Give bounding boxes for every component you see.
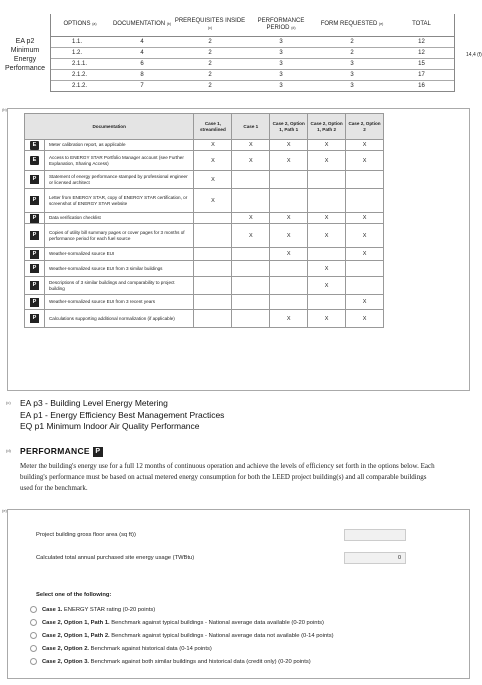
matrix-cell-case2-opt1-path1: [270, 261, 308, 277]
documentation-matrix-section: [2, 107, 470, 391]
matrix-cell-case1: [232, 171, 270, 189]
matrix-row-documentation: Weather-normalized source EUI from 3 similar buildings: [44, 261, 193, 277]
matrix-cell-case2-opt1-path1: X: [270, 213, 308, 224]
matrix-cell-case2-opt1-path2: X: [308, 224, 346, 248]
matrix-row-documentation: Letter from ENERGY STAR, copy of ENERGY STAR certification, or screenshot of ENERGY STAR website: [44, 189, 193, 213]
select-option-title: Select one of the following:: [36, 592, 112, 598]
performance-badge: P: [93, 447, 103, 457]
matrix-cell-case2-opt1-path2: X: [308, 310, 346, 328]
summary-cell-documentation: 7: [110, 81, 174, 92]
matrix-row-icon-cell: [25, 277, 45, 295]
matrix-row-documentation: Weather-normalized source EUI from 3 recent years: [44, 295, 193, 310]
matrix-cell-case2-opt1-path2: [308, 248, 346, 261]
matrix-row-documentation: Data verification checklist: [44, 213, 193, 224]
matrix-row: [25, 171, 384, 189]
matrix-row: [25, 151, 384, 171]
summary-cell-documentation: 8: [110, 70, 174, 81]
matrix-cell-case2-opt2: [346, 189, 384, 213]
matrix-cell-case1-streamlined: X: [194, 171, 232, 189]
matrix-cell-case1: X: [232, 151, 270, 171]
matrix-header-case2-opt1-path1: Case 2, Option 1, Path 1: [270, 114, 308, 140]
matrix-cell-case1: [232, 248, 270, 261]
matrix-cell-case2-opt1-path2: X: [308, 213, 346, 224]
summary-cell-option: 2.1.2.: [50, 70, 110, 81]
matrix-cell-case1: [232, 310, 270, 328]
matrix-cell-case2-opt2: [346, 277, 384, 295]
matrix-cell-case2-opt2: X: [346, 310, 384, 328]
section-mark-b: (b): [2, 107, 7, 112]
matrix-row: [25, 261, 384, 277]
case-option-radio-row[interactable]: [30, 658, 311, 665]
matrix-cell-case2-opt2: [346, 171, 384, 189]
gross-area-input[interactable]: [344, 529, 406, 541]
matrix-row-icon-cell: [25, 151, 45, 171]
matrix-header-documentation: Documentation: [25, 114, 194, 140]
matrix-cell-case2-opt2: X: [346, 295, 384, 310]
matrix-cell-case1-streamlined: [194, 295, 232, 310]
summary-cell-performance-period: 3: [246, 36, 316, 47]
credit-item: EQ p1 Minimum Indoor Air Quality Performance: [20, 421, 200, 431]
matrix-row-icon-cell: [25, 310, 45, 328]
summary-cell-total: 15: [388, 58, 455, 69]
summary-cell-option: 2.1.2.: [50, 81, 110, 92]
matrix-row: [25, 295, 384, 310]
summary-cell-form-requested: 2: [316, 36, 388, 47]
matrix-row: [25, 248, 384, 261]
col-header-prerequisites: PREREQUISITES INSIDE (c): [174, 14, 246, 36]
case-option-description: Benchmark against typical buildings - National average data not available (0-14 points): [109, 633, 334, 640]
matrix-cell-case1: [232, 277, 270, 295]
matrix-row-icon-cell: [25, 261, 45, 277]
section-mark-e: (e): [2, 508, 7, 513]
matrix-cell-case2-opt2: X: [346, 248, 384, 261]
matrix-cell-case2-opt1-path2: [308, 189, 346, 213]
matrix-cell-case1: X: [232, 224, 270, 248]
matrix-row-icon-cell: [25, 248, 45, 261]
performance-p-icon: P: [30, 250, 39, 259]
summary-row: [50, 81, 455, 92]
credits-list: [6, 398, 460, 433]
summary-cell-option: 1.1.: [50, 36, 110, 47]
matrix-row-icon-cell: [25, 140, 45, 151]
summary-cell-prerequisites: 2: [174, 47, 246, 58]
summary-table: [50, 14, 455, 92]
matrix-row-documentation: Calculations supporting additional normalization (if applicable): [44, 310, 193, 328]
radio-button-icon[interactable]: [30, 658, 37, 665]
summary-row: [50, 36, 455, 47]
section-mark-c: (c): [6, 400, 11, 405]
matrix-cell-case1-streamlined: X: [194, 151, 232, 171]
matrix-cell-case2-opt2: X: [346, 224, 384, 248]
credit-item: EA p3 - Building Level Energy Metering: [20, 398, 168, 408]
summary-cell-form-requested: 3: [316, 81, 388, 92]
summary-row: [50, 70, 455, 81]
matrix-cell-case1: X: [232, 140, 270, 151]
summary-cell-option: 2.1.1.: [50, 58, 110, 69]
summary-cell-prerequisites: 2: [174, 36, 246, 47]
summary-cell-total: 17: [388, 70, 455, 81]
matrix-row-documentation: Access to ENERGY STAR Portfolio Manager account (see Further Explanation, Sharing Access): [44, 151, 193, 171]
matrix-row: [25, 277, 384, 295]
case-option-description: Benchmark against both similar buildings and historical data (credit only) (0-20 points): [89, 659, 311, 666]
overall-total-value: 14,4: [466, 52, 476, 58]
matrix-cell-case2-opt1-path2: X: [308, 151, 346, 171]
summary-cell-option: 1.2.: [50, 47, 110, 58]
matrix-header-case2-opt1-path2: Case 2, Option 1, Path 2: [308, 114, 346, 140]
matrix-cell-case1-streamlined: [194, 248, 232, 261]
matrix-cell-case1: X: [232, 213, 270, 224]
matrix-row-documentation: Weather-normalized source EUI: [44, 248, 193, 261]
summary-cell-total: 16: [388, 81, 455, 92]
col-header-performance-period: PERFORMANCE PERIOD (d): [246, 14, 316, 36]
case-option-description: Benchmark against typical buildings - National average data available (0-20 points): [109, 620, 324, 627]
matrix-row-icon-cell: [25, 189, 45, 213]
summary-cell-form-requested: 3: [316, 70, 388, 81]
row-group-label-line: Minimum: [10, 47, 40, 54]
summary-cell-performance-period: 3: [246, 70, 316, 81]
summary-cell-total: 12: [388, 36, 455, 47]
matrix-row-icon-cell: [25, 224, 45, 248]
summary-cell-performance-period: 3: [246, 58, 316, 69]
row-group-label: [0, 0, 50, 100]
radio-button-icon[interactable]: [30, 645, 37, 652]
case-option-name: Case 2, Option 1, Path 1.: [42, 620, 110, 627]
summary-row: [50, 58, 455, 69]
summary-cell-documentation: 4: [110, 47, 174, 58]
matrix-cell-case2-opt2: [346, 261, 384, 277]
energy-star-e-icon: E: [30, 141, 39, 150]
performance-heading: [20, 446, 460, 457]
matrix-row: [25, 310, 384, 328]
summary-row: [50, 47, 455, 58]
matrix-row-documentation: Statement of energy performance stamped by professional engineer or licensed architect: [44, 171, 193, 189]
section-mark-d: (d): [6, 448, 11, 453]
matrix-row-documentation: Descriptions of 3 similar buildings and comparability to project building: [44, 277, 193, 295]
case-option-name: Case 2, Option 3.: [42, 659, 90, 666]
matrix-cell-case2-opt1-path1: X: [270, 248, 308, 261]
matrix-cell-case2-opt2: X: [346, 213, 384, 224]
col-header-form-requested: FORM REQUESTED (e): [316, 14, 388, 36]
case-option-name: Case 2, Option 2.: [42, 646, 90, 653]
case-option-name: Case 2, Option 1, Path 2.: [42, 633, 110, 640]
matrix-row-icon-cell: [25, 295, 45, 310]
matrix-cell-case1-streamlined: X: [194, 189, 232, 213]
credit-item: EA p1 - Energy Efficiency Best Management Practices: [20, 409, 225, 420]
performance-p-icon: P: [30, 264, 39, 273]
summary-cell-documentation: 4: [110, 36, 174, 47]
gross-area-label: Project building gross floor area (sq ft)): [36, 532, 136, 538]
col-header-total: TOTAL: [388, 14, 455, 36]
row-group-label-line: EA p2: [15, 38, 35, 45]
performance-description: Meter the building's energy use for a full 12 months of continuous operation and achieve the levels of efficiency set forth in the options below. Each building's performance must be based on actual metered energy consumption for both the LEED project building(s) and all comparable buildings used for the benchmark.: [20, 461, 435, 492]
matrix-row: [25, 224, 384, 248]
matrix-row-documentation: Meter calibration report, as applicable: [44, 140, 193, 151]
matrix-header-case2-opt2: Case 2, Option 2: [346, 114, 384, 140]
radio-button-icon[interactable]: [30, 619, 37, 626]
matrix-cell-case1-streamlined: [194, 310, 232, 328]
matrix-cell-case2-opt1-path1: [270, 295, 308, 310]
site-energy-input[interactable]: 0: [344, 552, 406, 564]
matrix-row: [25, 213, 384, 224]
matrix-cell-case2-opt2: X: [346, 151, 384, 171]
performance-p-icon: P: [30, 314, 39, 323]
matrix-cell-case2-opt1-path1: X: [270, 310, 308, 328]
case-option-radio-row[interactable]: [30, 645, 212, 652]
matrix-cell-case2-opt1-path1: [270, 171, 308, 189]
case-option-description: ENERGY STAR rating (0-20 points): [62, 607, 156, 614]
matrix-row-documentation: Copies of utility bill summary pages or cover pages for 3 months of performance period for each fuel source: [44, 224, 193, 248]
energy-star-e-icon: E: [30, 156, 39, 165]
performance-p-icon: P: [30, 175, 39, 184]
matrix-cell-case1-streamlined: [194, 261, 232, 277]
matrix-cell-case1-streamlined: X: [194, 140, 232, 151]
radio-button-icon[interactable]: [30, 606, 37, 613]
matrix-cell-case2-opt1-path1: [270, 277, 308, 295]
case-option-radio-row[interactable]: [30, 619, 324, 626]
summary-cell-form-requested: 3: [316, 58, 388, 69]
col-header-documentation: DOCUMENTATION (b): [110, 14, 174, 36]
matrix-cell-case1: [232, 189, 270, 213]
performance-p-icon: P: [30, 196, 39, 205]
row-group-label-line: Energy: [13, 56, 37, 63]
matrix-cell-case2-opt1-path2: X: [308, 140, 346, 151]
col-header-options: OPTIONS (a): [50, 14, 110, 36]
matrix-cell-case2-opt1-path2: X: [308, 277, 346, 295]
summary-cell-performance-period: 3: [246, 47, 316, 58]
case-option-description: Benchmark against historical data (0-14 points): [89, 646, 212, 653]
matrix-cell-case2-opt2: X: [346, 140, 384, 151]
energy-form: [2, 508, 470, 679]
matrix-row: [25, 140, 384, 151]
overall-total: [466, 52, 482, 58]
performance-section: [6, 446, 460, 494]
performance-p-icon: P: [30, 231, 39, 240]
matrix-row: [25, 189, 384, 213]
matrix-cell-case2-opt1-path2: [308, 171, 346, 189]
matrix-header-case1: Case 1: [232, 114, 270, 140]
summary-cell-performance-period: 3: [246, 81, 316, 92]
performance-p-icon: P: [30, 298, 39, 307]
summary-cell-form-requested: 2: [316, 47, 388, 58]
matrix-cell-case2-opt1-path1: X: [270, 151, 308, 171]
summary-cell-prerequisites: 2: [174, 70, 246, 81]
matrix-row-icon-cell: [25, 213, 45, 224]
performance-title: PERFORMANCE: [20, 446, 90, 456]
case-option-name: Case 1.: [42, 607, 63, 614]
summary-table-section: [0, 0, 482, 100]
matrix-header-case1-streamlined: Case 1, streamlined: [194, 114, 232, 140]
matrix-cell-case2-opt1-path1: X: [270, 224, 308, 248]
documentation-matrix: [24, 113, 384, 328]
row-group-label-line: Performance: [4, 65, 46, 72]
matrix-cell-case1: [232, 295, 270, 310]
summary-cell-total: 12: [388, 47, 455, 58]
overall-total-note: (f): [477, 52, 482, 58]
matrix-cell-case1-streamlined: [194, 224, 232, 248]
matrix-cell-case2-opt1-path2: X: [308, 261, 346, 277]
site-energy-label: Calculated total annual purchased site energy usage (TWBtu): [36, 555, 195, 561]
matrix-cell-case2-opt1-path1: [270, 189, 308, 213]
matrix-row-icon-cell: [25, 171, 45, 189]
matrix-cell-case2-opt1-path2: [308, 295, 346, 310]
summary-cell-prerequisites: 2: [174, 58, 246, 69]
case-option-radio-row[interactable]: [30, 606, 155, 613]
matrix-cell-case1-streamlined: [194, 213, 232, 224]
summary-cell-prerequisites: 2: [174, 81, 246, 92]
summary-cell-documentation: 6: [110, 58, 174, 69]
performance-p-icon: P: [30, 214, 39, 223]
performance-p-icon: P: [30, 281, 39, 290]
radio-button-icon[interactable]: [30, 632, 37, 639]
matrix-cell-case1-streamlined: [194, 277, 232, 295]
case-option-radio-row[interactable]: [30, 632, 334, 639]
matrix-cell-case2-opt1-path1: X: [270, 140, 308, 151]
matrix-cell-case1: [232, 261, 270, 277]
